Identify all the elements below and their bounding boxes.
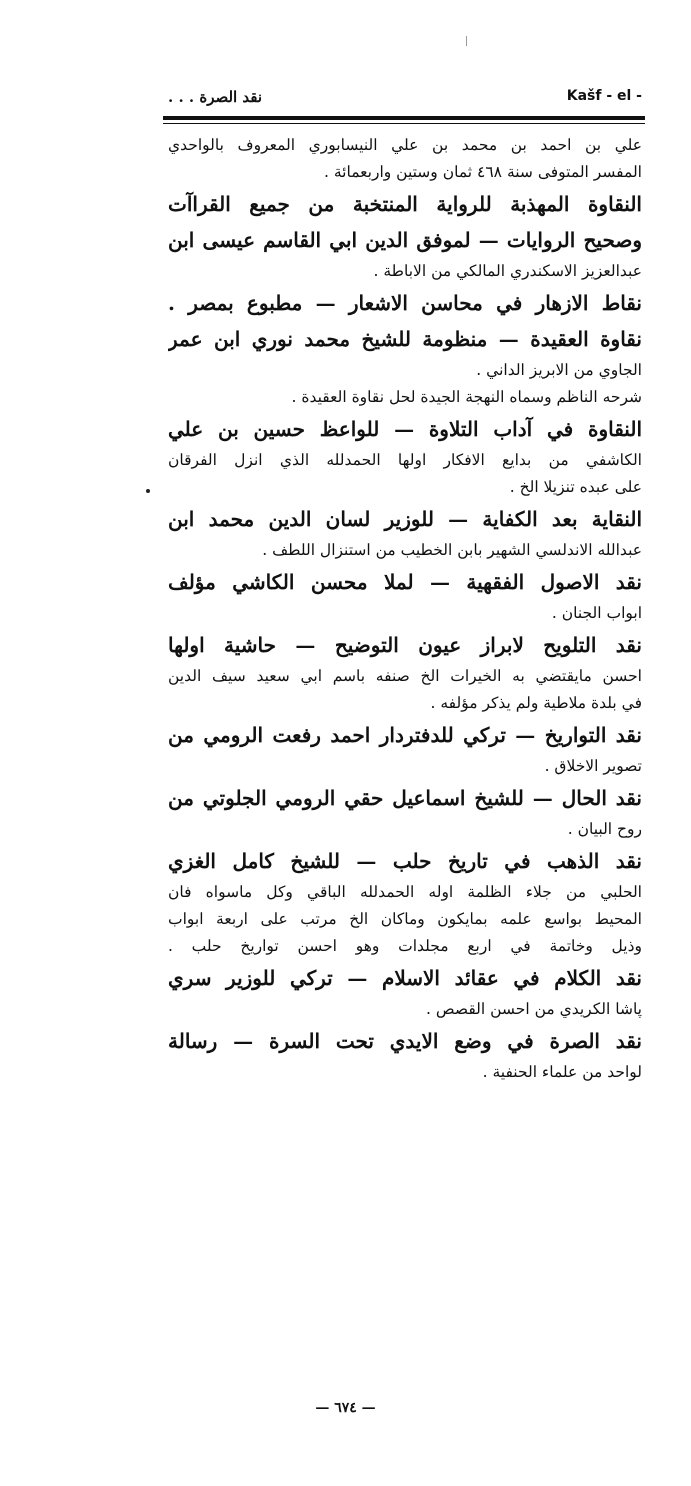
entry-title-line: نقد التلويح لابراز عيون التوضيح — حاشية اولها: [168, 633, 642, 657]
entry-text-line: لواحد من علماء الحنفية .: [482, 1063, 642, 1081]
bibliography-entry: [168, 321, 642, 411]
header-section-title: نقد الصرة . . .: [168, 88, 263, 106]
entry-text-line: علي بن احمد بن محمد بن علي النيسابوري المعروف بالواحدي: [168, 136, 642, 154]
bibliography-entry: [168, 1023, 642, 1086]
bibliography-entry: [168, 843, 642, 960]
bibliography-entry: [168, 564, 642, 627]
bibliography-entry: [168, 285, 642, 321]
entry-text-line: عبدالله الاندلسي الشهير بابن الخطيب من استنزال اللطف .: [262, 541, 642, 559]
entry-text-line: ابواب الجنان .: [551, 604, 642, 622]
bibliography-entry: [168, 960, 642, 1023]
entry-text-line: المحيط بواسع علمه بمايكون وماكان الخ مرتب على اربعة ابواب: [168, 910, 642, 928]
bibliography-entry: [168, 411, 642, 501]
entry-title-line: النقاية بعد الكفاية — للوزير لسان الدين محمد ابن: [168, 507, 642, 531]
bibliography-entry: [168, 780, 642, 843]
entry-title-line: النقاوة المهذبة للرواية المنتخبة من جميع القراآت: [168, 192, 642, 216]
entry-text-line: في بلدة ملاطية ولم يذكر مؤلفه .: [430, 694, 642, 712]
entry-title-line: نقد الذهب في تاريخ حلب — للشيخ كامل الغزي: [168, 849, 642, 873]
entry-title-line: نقد الكلام في عقائد الاسلام — تركي للوزير سري: [168, 966, 642, 990]
entry-text-line: تصوير الاخلاق .: [544, 757, 642, 775]
entry-text-line: وذيل وخاتمة في اربع مجلدات وهو احسن تواريخ حلب .: [168, 937, 642, 955]
entry-title-line: نقد الحال — للشيخ اسماعيل حقي الرومي الجلوتي من: [168, 786, 642, 810]
bibliography-entry: [168, 627, 642, 717]
entry-title-line: نقاط الازهار في محاسن الاشعار — مطبوع بمصر .: [168, 291, 642, 315]
entry-text-line: شرحه الناظم وسماه النهجة الجيدة لحل نقاوة العقيدة .: [291, 388, 642, 406]
page-number: — ٦٧٤ —: [315, 1400, 376, 1416]
entry-title-line: وصحيح الروايات — لموفق الدين ابي القاسم عيسى ابن: [168, 228, 642, 252]
entry-title-line: النقاوة في آداب التلاوة — للواعظ حسين بن علي: [168, 417, 642, 441]
header-rule-thin: [163, 123, 645, 124]
entry-text-line: على عبده تنزيلا الخ .: [509, 478, 642, 496]
bibliography-entry: [168, 717, 642, 780]
entry-title-line: نقاوة العقيدة — منظومة للشيخ محمد نوري ابن عمر: [168, 327, 642, 351]
running-header: [168, 86, 642, 110]
entry-title-line: نقد الاصول الفقهية — لملا محسن الكاشي مؤلف: [168, 570, 642, 594]
margin-dot: [146, 489, 150, 493]
entry-text-line: الجاوي من الابريز الداني .: [476, 361, 642, 379]
entry-text-line: الحلبي من جلاء الظلمة اوله الحمدلله الباقي وكل ماسواه فان: [168, 883, 642, 901]
entry-title-line: نقد الصرة في وضع الايدي تحت السرة — رسالة: [168, 1029, 642, 1053]
entries-list: [168, 132, 642, 1086]
bibliography-entry: [168, 132, 642, 186]
entry-text-line: احسن مايقتضي به الخيرات الخ صنفه باسم ابي سعيد سيف الدين: [168, 667, 642, 685]
bibliography-entry: [168, 501, 642, 564]
entry-text-line: الكاشفي من بدايع الافكار اولها الحمدلله الذي انزل الفرقان: [168, 451, 642, 469]
header-book-title: Kašf - el -: [566, 88, 642, 104]
entry-text-line: پاشا الكريدي من احسن القصص .: [426, 1000, 642, 1018]
bibliography-entry: [168, 186, 642, 285]
entry-title-line: نقد التواريخ — تركي للدفتردار احمد رفعت الرومي من: [168, 723, 642, 747]
scan-mark: [466, 36, 467, 46]
entry-text-line: روح البيان .: [567, 820, 642, 838]
entry-text-line: المفسر المتوفى سنة ٤٦٨ ثمان وستين واربعمائة .: [324, 163, 642, 181]
header-rule-thick: [163, 116, 645, 120]
entry-text-line: عبدالعزيز الاسكندري المالكي من الاباطة .: [373, 262, 642, 280]
